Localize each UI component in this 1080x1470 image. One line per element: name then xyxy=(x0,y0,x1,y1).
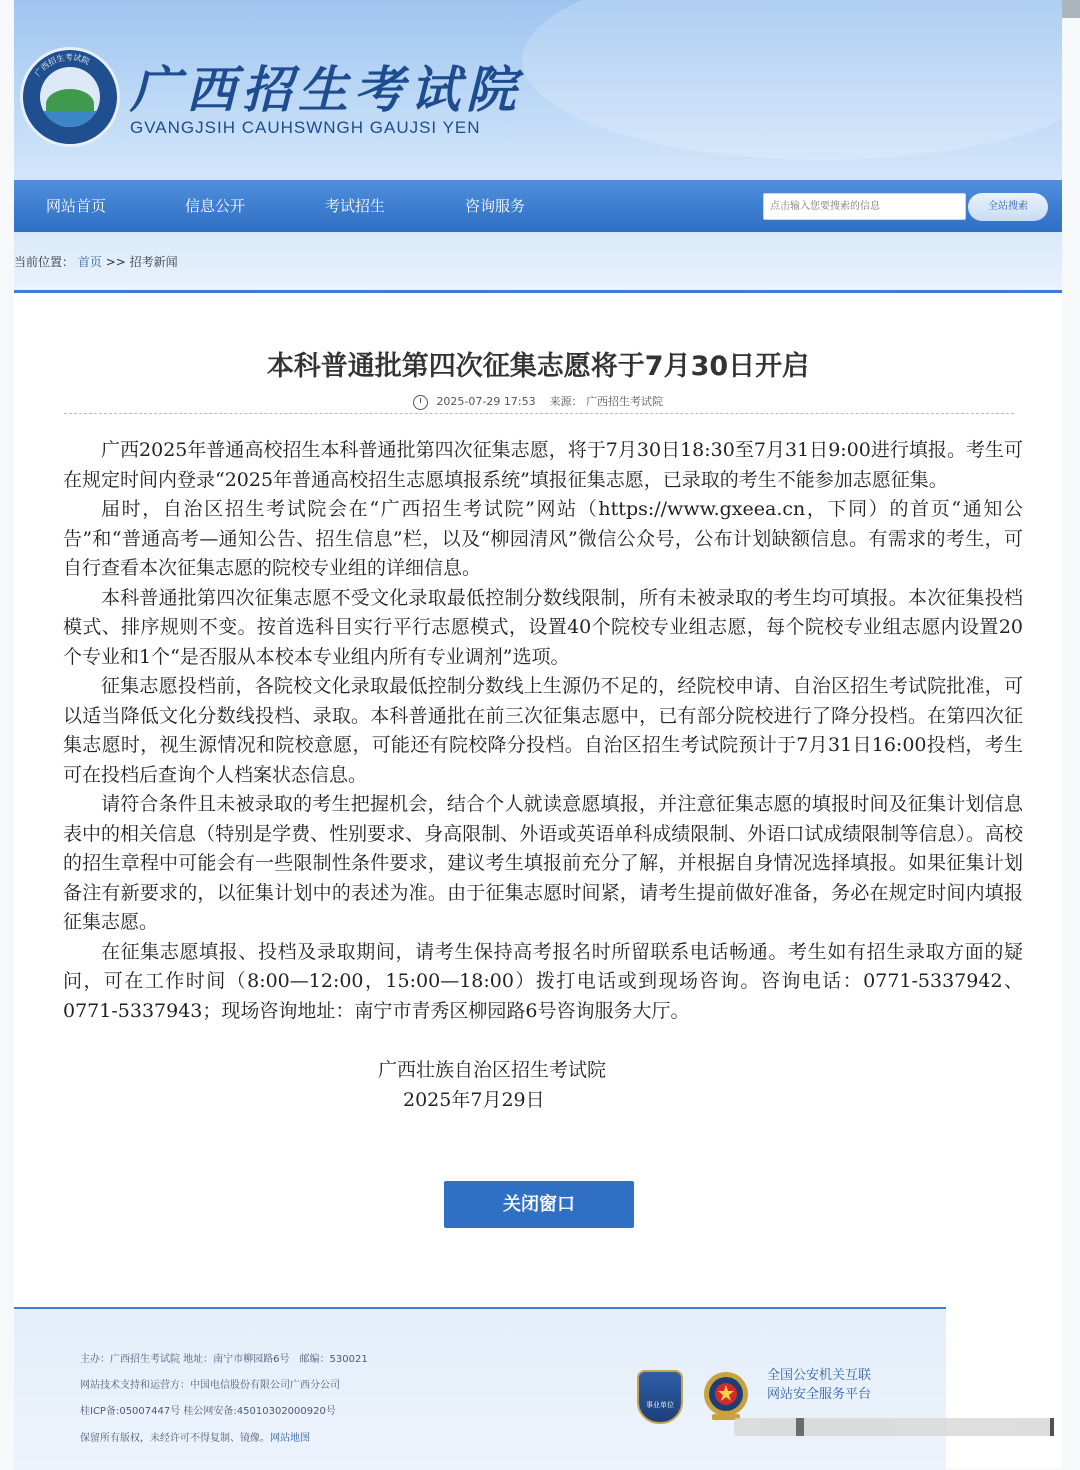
article-source: 广西招生考试院 xyxy=(586,395,664,408)
article-paragraph: 本科普通批第四次征集志愿不受文化录取最低控制分数线限制，所有未被录取的考生均可填报。本次征集投档模式、排序规则不变。按首选科目实行平行志愿模式，设置40个院校专业组志愿，每个院校专业组志愿内设置20个专业和1个“是否服从本校本专业组内所有专业调剂”选项。 xyxy=(63,586,1023,668)
article-body xyxy=(63,436,1023,1026)
site-title: 广西招生考试院 xyxy=(130,60,522,119)
breadcrumb-prefix: 当前位置： xyxy=(14,255,75,269)
article-paragraph: 征集志愿投档前，各院校文化录取最低控制分数线上生源仍不足的，经院校申请、自治区招生考试院批准，可以适当降低文化分数线投档、录取。本科普通批在前三次征集志愿中，已有部分院校进行了降分投档。在第四次征集志愿时，视生源情况和院校意愿，可能还有院校降分投档。自治区招生考试院预计于7月31日16:00投档，考生可在投档后查询个人档案状态信息。 xyxy=(63,675,1023,786)
article-title: 本科普通批第四次征集志愿将于7月30日开启 xyxy=(266,351,810,382)
search-button[interactable]: 全站搜索 xyxy=(968,193,1048,221)
header-decoration xyxy=(522,0,1062,160)
nav-item-info-disclosure[interactable]: 信息公开 xyxy=(185,197,246,215)
article-datetime: 2025-07-29 17:53 xyxy=(436,395,536,408)
page xyxy=(14,0,1062,1468)
emblem-ring-text xyxy=(23,50,117,144)
nav-item-home[interactable]: 网站首页 xyxy=(46,197,107,215)
breadcrumb-current: 招考新闻 xyxy=(129,255,178,269)
footer-host-info: 主办：广西招生考试院 地址：南宁市柳园路6号 邮编：530021 xyxy=(80,1354,368,1365)
site-header xyxy=(14,0,1062,180)
police-platform-line1: 全国公安机关互联 xyxy=(767,1368,872,1383)
clock-icon xyxy=(413,395,428,410)
article-paragraph: 在征集志愿填报、投档及录取期间，请考生保持高考报名时所留联系电话畅通。考生如有招生录取方面的疑问，可在工作时间（8:00—12:00，15:00—18:00）拨打电话或到现场咨询。咨询电话：0771-5337942、0771-5337943；现场咨询地址：南宁市青秀区柳园路6号咨询服务大厅。 xyxy=(63,940,1023,1022)
article-meta xyxy=(14,393,1062,410)
article-source-label: 来源： xyxy=(549,395,583,408)
article-paragraph: 请符合条件且未被录取的考生把握机会，结合个人就读意愿填报，并注意征集志愿的填报时间及征集计划信息表中的相关信息（特别是学费、性别要求、身高限制、外语或英语单科成绩限制、外语口试成绩限制等信息）。高校的招生章程中可能会有一些限制性条件要求，建议考生填报前充分了解，并根据自身情况选择填报。如果征集计划备注有新要求的，以征集计划中的表述为准。由于征集志愿时间紧，请考生提前做好准备，务必在规定时间内填报征集志愿。 xyxy=(63,793,1023,933)
police-platform-text[interactable] xyxy=(767,1366,871,1404)
breadcrumb-home-link[interactable]: 首页 xyxy=(77,255,102,269)
nav-item-consulting[interactable]: 咨询服务 xyxy=(465,197,526,215)
svg-text:广西招生考试院 xyxy=(32,52,91,78)
signature-org: 广西壮族自治区招生考试院 xyxy=(378,1059,607,1081)
horizontal-scrollbar[interactable] xyxy=(734,1418,1054,1436)
footer-copyright xyxy=(80,1429,310,1444)
title-divider xyxy=(64,413,1014,414)
breadcrumb xyxy=(14,253,178,270)
scrollbar-thumb[interactable] xyxy=(796,1418,804,1436)
footer-icp: 桂ICP备:05007447号 桂公网安备:45010302000920号 xyxy=(80,1406,336,1417)
signature-date: 2025年7月29日 xyxy=(403,1089,545,1111)
footer-sitemap-link[interactable]: 网站地图 xyxy=(270,1433,310,1444)
emblem-text: 广西招生考试院 xyxy=(33,52,91,79)
site-subtitle: GVANGJSIH CAUHSWNGH GAUJSI YEN xyxy=(130,118,481,137)
breadcrumb-separator: >> xyxy=(105,255,126,269)
nav-item-exam-admission[interactable]: 考试招生 xyxy=(325,197,386,215)
police-platform-line2: 网站安全服务平台 xyxy=(767,1387,872,1402)
public-institution-badge-icon[interactable] xyxy=(637,1370,683,1424)
badge-label: 事业单位 xyxy=(646,1401,674,1409)
close-window-button[interactable]: 关闭窗口 xyxy=(444,1181,634,1228)
search-input[interactable] xyxy=(763,193,966,220)
article-paragraph: 广西2025年普通高校招生本科普通批第四次征集志愿，将于7月30日18:30至7月31日9:00进行填报。考生可在规定时间内登录“2025年普通高校招生志愿填报系统”填报征集志愿，已录取的考生不能参加志愿征集。 xyxy=(63,439,1023,491)
scrollbar-end xyxy=(1050,1418,1054,1436)
site-emblem-icon xyxy=(20,47,120,147)
footer-tech-support: 网站技术支持和运营方：中国电信股份有限公司广西分公司 xyxy=(80,1380,340,1391)
police-emblem-icon[interactable] xyxy=(702,1368,750,1424)
footer-copyright-text: 保留所有版权，未经许可不得复制、镜像。 xyxy=(80,1433,270,1444)
article-paragraph: 届时，自治区招生考试院会在“广西招生考试院”网站（https://www.gxeea.cn，下同）的首页“通知公告”和“普通高考—通知公告、招生信息”栏，以及“柳园清风”微信公众号，公布计划缺额信息。有需求的考生，可自行查看本次征集志愿的院校专业组的详细信息。 xyxy=(63,498,1023,579)
